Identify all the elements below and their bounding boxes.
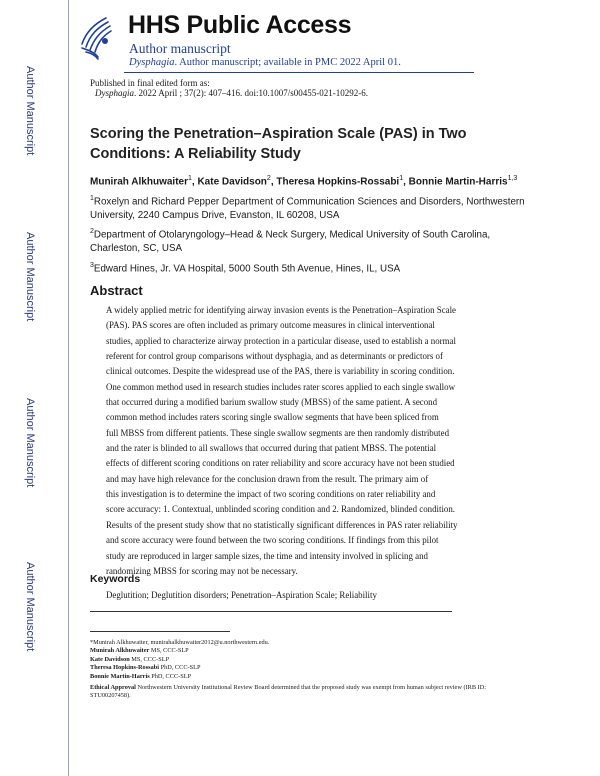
keywords-heading: Keywords <box>90 573 141 585</box>
footnote-divider <box>90 631 230 632</box>
journal-availability-line <box>129 57 401 68</box>
credential-footnote: Bonnie Martin-Harris PhD, CCC-SLP <box>90 672 192 680</box>
side-label-author-manuscript: Author Manuscript <box>24 398 36 488</box>
article-title: Scoring the Penetration–Aspiration Scale (PAS) in Two Conditions: A Reliability Study <box>90 126 467 162</box>
citation-journal: Dysphagia <box>95 88 134 98</box>
abstract-line: studies, applied to characterize airway protection in a particular disease, used to establish a normal <box>106 335 456 346</box>
abstract-line: full MBSS from different patients. These single swallow segments are then randomly distributed <box>106 427 450 438</box>
abstract-line: this investigation is to determine the impact of two scoring conditions on rater reliability and <box>106 489 436 500</box>
abstract-line: and may have high relevance for the conclusion drawn from the result. The primary aim of <box>106 473 429 484</box>
author-name: Theresa Hopkins-Rossabi <box>276 176 400 188</box>
author-list: Munirah Alkhuwaiter$^1$, Kate Davidson$^2$, Theresa Hopkins-Rossabi$^1$, Bonnie Martin-Harris$^{1,3}$ <box>90 175 518 188</box>
abstract-line: study are reproduced in larger sample sizes, the time and intensity involved in splicing and <box>106 550 428 561</box>
citation-details: . 2022 April ; 37(2): 407–416. doi:10.1007/s00455-021-10292-6. <box>134 88 368 98</box>
credential-footnote: Munirah Alkhuwaiter MS, CCC-SLP <box>90 647 189 654</box>
affiliation: $^1$Roxelyn and Richard Pepper Department of Communication Sciences and Disorders, Northwestern University, 2240 Campus Drive, Evanston, IL 60208, USA <box>90 195 525 221</box>
abstract-line: Results of the present study show that no statistically significant differences in PAS rater reliability <box>106 519 458 530</box>
affiliation: $^3$Edward Hines, Jr. VA Hospital, 5000 South 5th Avenue, Hines, IL, USA <box>90 262 401 275</box>
corresponding-author-footnote: *Munirah Alkhuwaiter, munirahalkhuwaiter2012@u.northwestern.edu. <box>90 639 270 646</box>
abstract-line: score accuracy: 1. Contextual, unblinded scoring condition and 2. Randomized, blinded condition. <box>106 504 455 515</box>
affiliation: $^2$Department of Otolaryngology–Head & Neck Surgery, Medical University of South Carolina, Charleston, SC, USA <box>90 228 491 254</box>
published-label: Published in final edited form as: <box>90 78 210 88</box>
side-label-author-manuscript: Author Manuscript <box>24 232 36 322</box>
citation <box>95 88 368 98</box>
availability-text: . Author manuscript; available in PMC 2022 April 01. <box>174 57 401 68</box>
side-label-author-manuscript: Author Manuscript <box>24 66 36 156</box>
abstract-line: that occurred during a modified barium swallow study (MBSS) of the same patient. A second <box>106 397 438 408</box>
abstract-heading: Abstract <box>90 283 143 298</box>
author-sup: 2 <box>266 175 271 182</box>
keywords-divider <box>90 611 452 612</box>
header-divider <box>124 72 474 73</box>
corresponding-marker: * <box>90 639 94 646</box>
journal-name: Dysphagia <box>129 57 175 68</box>
ethical-approval-footnote: Ethical Approval Northwestern University Institutional Review Board determined that the proposed study was exempt from human subject review (IRB ID: STU00207458). <box>90 684 487 700</box>
abstract-line: referent for control group comparisons without dysphagia, and as determinants or predictors of <box>106 351 443 362</box>
author-manuscript-label: Author manuscript <box>129 41 231 56</box>
abstract-line: effects of different scoring conditions on rater reliability and score accuracy have not been studied <box>106 458 455 469</box>
author-sup: 1 <box>399 175 404 182</box>
abstract-line: and score accuracy were found between the two scoring conditions. If findings from this pilot <box>106 535 439 546</box>
author-sup: 1 <box>187 175 192 182</box>
abstract-line: and the rater is blinded to all swallows that occurred during that patient MBSS. The potential <box>106 443 437 454</box>
author-sup: 1,3 <box>507 175 518 182</box>
side-label-author-manuscript: Author Manuscript <box>24 562 36 652</box>
abstract-line: (PAS). PAS scores are often included as primary outcome measures in clinical interventional <box>106 320 435 331</box>
left-margin-rule <box>68 0 69 776</box>
credential-footnote: Kate Davidson MS, CCC-SLP <box>90 655 170 663</box>
author-name: Munirah Alkhuwaiter <box>90 176 188 188</box>
hhs-eagle-logo-icon <box>76 14 114 60</box>
abstract-line: A widely applied metric for identifying airway invasion events is the Penetration–Aspiration Scale <box>106 305 456 315</box>
author-name: Kate Davidson <box>197 176 267 188</box>
abstract-line: randomizing MBSS for scoring may not be necessary. <box>106 565 298 576</box>
hhs-public-access-title: HHS Public Access <box>128 11 352 39</box>
author-name: Bonnie Martin-Harris <box>408 176 508 188</box>
abstract-line: One common method used in research studies includes rater scores applied to each single swallow <box>106 381 455 392</box>
abstract-body <box>106 303 526 579</box>
abstract-line: clinical outcomes. Despite the widespread use of the PAS, there is variability in scoring condition. <box>106 366 455 377</box>
credential-footnote: Theresa Hopkins-Rossabi PhD, CCC-SLP <box>90 664 201 671</box>
keywords-list: Deglutition; Deglutition disorders; Penetration–Aspiration Scale; Reliability <box>106 590 377 600</box>
abstract-line: common method includes raters scoring single swallow segments that have been spliced from <box>106 412 439 423</box>
